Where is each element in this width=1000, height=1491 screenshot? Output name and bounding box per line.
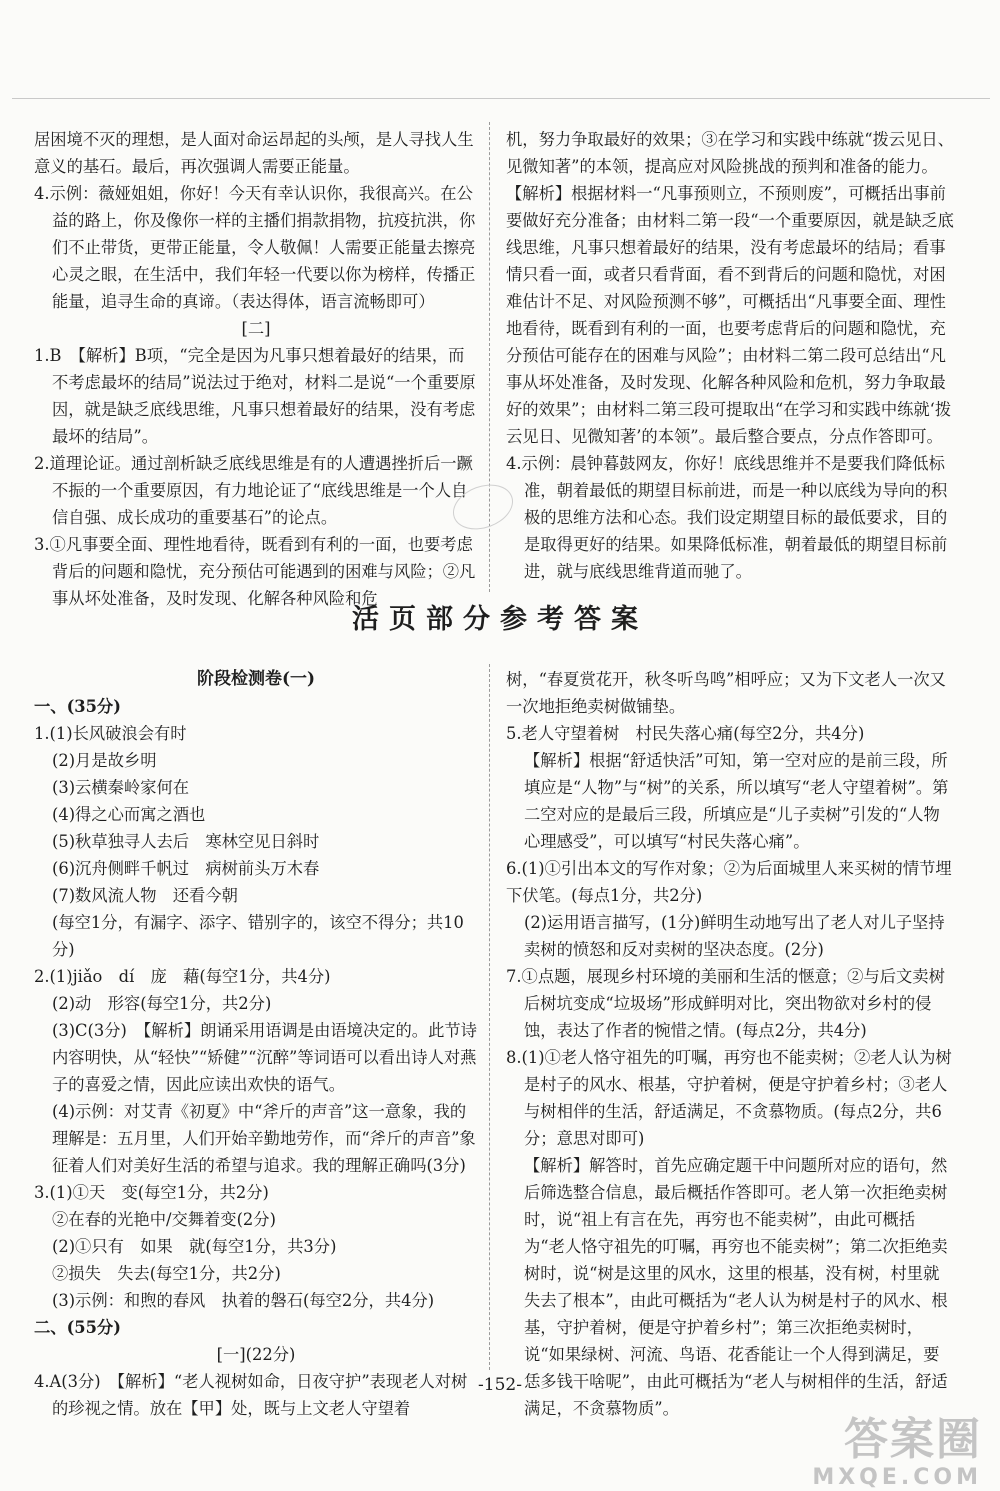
answer-paragraph: 2.道理论证。通过剖析缺乏底线思维是有的人遭遇挫折后一蹶不振的一个重要原因，有力地论证了“底线思维是一个人自信自强、成长成功的重要基石”的论点。 — [34, 454, 473, 527]
answer-paragraph: 【解析】解答时，首先应确定题干中问题所对应的语句，然后筛选整合信息，最后概括作答即可。老人第一次拒绝卖树时，说“祖上有言在先，再穷也不能卖树”，由此可概括为“老人恪守祖先的叮嘱，再穷也不能卖树”；第二次拒绝卖树时，说“树是这里的风水，这里的根基，没有树，村里就失去了根本”，由此可概括为“老人认为树是村子的风水、根基，守护着树，便是守护着乡村”；第三次拒绝卖树时，说“如果绿树、河流、鸟语、花香能让一个人得到满足，要恁多钱干啥呢”，由此可概括为“老人与树相伴的生活，舒适满足，不贪慕物质”。 — [524, 1156, 948, 1418]
answer-paragraph: 树，“春夏赏花开，秋冬听鸟鸣”相呼应；又为下文老人一次又一次地拒绝卖树做铺垫。 — [506, 670, 946, 716]
answer-paragraph: 阶段检测卷(一) — [196, 669, 316, 689]
page-number: -152- — [478, 1375, 522, 1395]
answer-paragraph: ②损失 失去(每空1分，共2分) — [52, 1264, 281, 1283]
top-right-column — [506, 126, 954, 585]
answer-paragraph: (4)示例：对艾青《初夏》中“斧斤的声音”这一意象，我的理解是：五月里，人们开始辛勤地劳作，而“斧斤的声音”象征着人们对美好生活的希望与追求。我的理解正确吗(3分) — [52, 1102, 476, 1175]
answer-paragraph: 3.①凡事要全面、理性地看待，既看到有利的一面，也要考虑背后的问题和隐忧，充分预估可能遇到的困难与风险；②凡事从坏处准备，及时发现、化解各种风险和危 — [34, 535, 476, 608]
answer-paragraph: [二] — [241, 319, 271, 338]
answer-paragraph: 4.示例：晨钟暮鼓网友，你好！底线思维并不是要我们降低标准，朝着最低的期望目标前进，而是一种以底线为导向的积极的思维方法和心态。我们设定期望目标的最低要求，目的是取得更好的结果。如果降低标准，朝着最低的期望目标前进，就与底线思维背道而驰了。 — [506, 454, 948, 581]
answer-paragraph: ②在春的光艳中/交舞着变(2分) — [52, 1210, 276, 1229]
answer-paragraph: (3)云横秦岭家何在 — [52, 778, 190, 797]
answer-paragraph: 【解析】根据材料一“凡事预则立，不预则废”，可概括出事前要做好充分准备；由材料二第一段“一个重要原因，就是缺乏底线思维，凡事只想着最好的结果，没有考虑最坏的结局；看事情只看一面，或者只看背面，看不到背后的问题和隐忧，对困难估计不足、对风险预测不够”，可概括出“凡事要全面、理性地看待，既看到有利的一面，也要考虑背后的问题和隐忧，充分预估可能存在的困难与风险”；由材料二第二段可总结出“凡事从坏处准备，及时发现、化解各种风险和危机，努力争取最好的效果”；由材料二第三段可提取出“在学习和实践中练就‘拨云见日、见微知著’的本领”。最后整合要点，分点作答即可。 — [506, 184, 954, 446]
answer-paragraph: (2)运用语言描写，(1分)鲜明生动地写出了老人对儿子坚持卖树的愤怒和反对卖树的坚决态度。(2分) — [524, 913, 945, 959]
watermark-line2: MXQE.COM — [812, 1465, 982, 1490]
answer-paragraph: (2)①只有 如果 就(每空1分，共3分) — [52, 1237, 337, 1256]
answer-paragraph: 机，努力争取最好的效果；③在学习和实践中练就“拨云见日、见微知著”的本领，提高应对风险挑战的预判和准备的能力。 — [506, 130, 954, 176]
answer-paragraph: 1.(1)长风破浪会有时 — [34, 724, 187, 743]
top-rule — [12, 98, 990, 99]
answer-paragraph: 2.(1)jiǎo dí 庞 藉(每空1分，共4分) — [34, 967, 331, 986]
answer-paragraph: (3)示例：和煦的春风 执着的磐石(每空2分，共4分) — [52, 1291, 435, 1310]
answer-paragraph: 8.(1)①老人恪守祖先的叮嘱，再穷也不能卖树；②老人认为树是村子的风水、根基，守护着树，便是守护着乡村；③老人与树相伴的生活，舒适满足，不贪慕物质。(每点2分，共6分；意思对即可) — [506, 1048, 952, 1148]
answer-paragraph: (2)动 形容(每空1分，共2分) — [52, 994, 272, 1013]
answer-paragraph: 4.示例：薇娅姐姐，你好！今天有幸认识你，我很高兴。在公益的路上，你及像你一样的主播们捐款捐物，抗疫抗洪，你们不止带货，更带正能量，令人敬佩！人需要正能量去擦亮心灵之眼，在生活中，我们年轻一代要以你为榜样，传播正能量，追寻生命的真谛。（表达得体，语言流畅即可） — [34, 184, 476, 311]
section-title: 活页部分参考答案 — [352, 604, 648, 635]
answer-paragraph: 3.(1)①天 变(每空1分，共2分) — [34, 1183, 269, 1202]
watermark — [812, 1415, 982, 1491]
answer-paragraph: [一](22分) — [216, 1345, 296, 1364]
answer-paragraph: 一、(35分) — [34, 697, 121, 716]
answer-paragraph: 二、(55分) — [34, 1318, 121, 1337]
answer-paragraph: 4.A(3分) 【解析】“老人视树如命，日夜守护”表现老人对树的珍视之情。放在【甲】处，既与上文老人守望着 — [34, 1372, 468, 1418]
answer-paragraph: 居困境不灭的理想，是人面对命运昂起的头颅，是人寻找人生意义的基石。最后，再次强调人需要正能量。 — [34, 130, 474, 176]
bottom-right-column — [506, 666, 954, 1422]
answer-paragraph: 7.①点题，展现乡村环境的美丽和生活的惬意；②与后文卖树后树坑变成“垃圾场”形成鲜明对比，突出物欲对乡村的侵蚀，表达了作者的惋惜之情。(每点2分，共4分) — [506, 967, 945, 1040]
answer-paragraph: (4)得之心而寓之酒也 — [52, 805, 206, 824]
answer-paragraph: 1.B 【解析】B项，“完全是因为凡事只想着最好的结果，而不考虑最坏的结局”说法过于绝对，材料二是说“一个重要原因，就是缺乏底线思维，凡事只想着最好的结果，没有考虑最坏的结局”。 — [34, 346, 476, 446]
answer-paragraph: (5)秋草独寻人去后 寒林空见日斜时 — [52, 832, 320, 851]
bottom-left-column — [34, 666, 478, 1422]
answer-paragraph: 【解析】根据“舒适快活”可知，第一空对应的是前三段，所填应是“人物”与“树”的关系，所以填写“老人守望着树”。第二空对应的是最后三段，所填应是“儿子卖树”引发的“人物心理感受”，可以填写“村民失落心痛”。 — [524, 751, 949, 851]
answer-paragraph: (6)沉舟侧畔千帆过 病树前头万木春 — [52, 859, 320, 878]
answer-paragraph: 5.老人守望着树 村民失落心痛(每空2分，共4分) — [506, 724, 865, 743]
answer-paragraph: 6.(1)①引出本文的写作对象；②为后面城里人来买树的情节埋下伏笔。(每点1分，共2分) — [506, 859, 952, 905]
answer-paragraph: (2)月是故乡明 — [52, 751, 157, 770]
answer-paragraph: (每空1分，有漏字、添字、错别字的，该空不得分；共10分) — [52, 913, 464, 959]
watermark-line1: 答案圈 — [844, 1414, 982, 1465]
top-left-column — [34, 126, 478, 612]
answer-paragraph: (7)数风流人物 还看今朝 — [52, 886, 238, 905]
bottom-column-divider — [489, 664, 490, 1370]
answer-paragraph: (3)C(3分) 【解析】朗诵采用语调是由语境决定的。此节诗内容明快，从“轻快”“矫健”“沉醉”等词语可以看出诗人对燕子的喜爱之情，因此应读出欢快的语气。 — [52, 1021, 477, 1094]
